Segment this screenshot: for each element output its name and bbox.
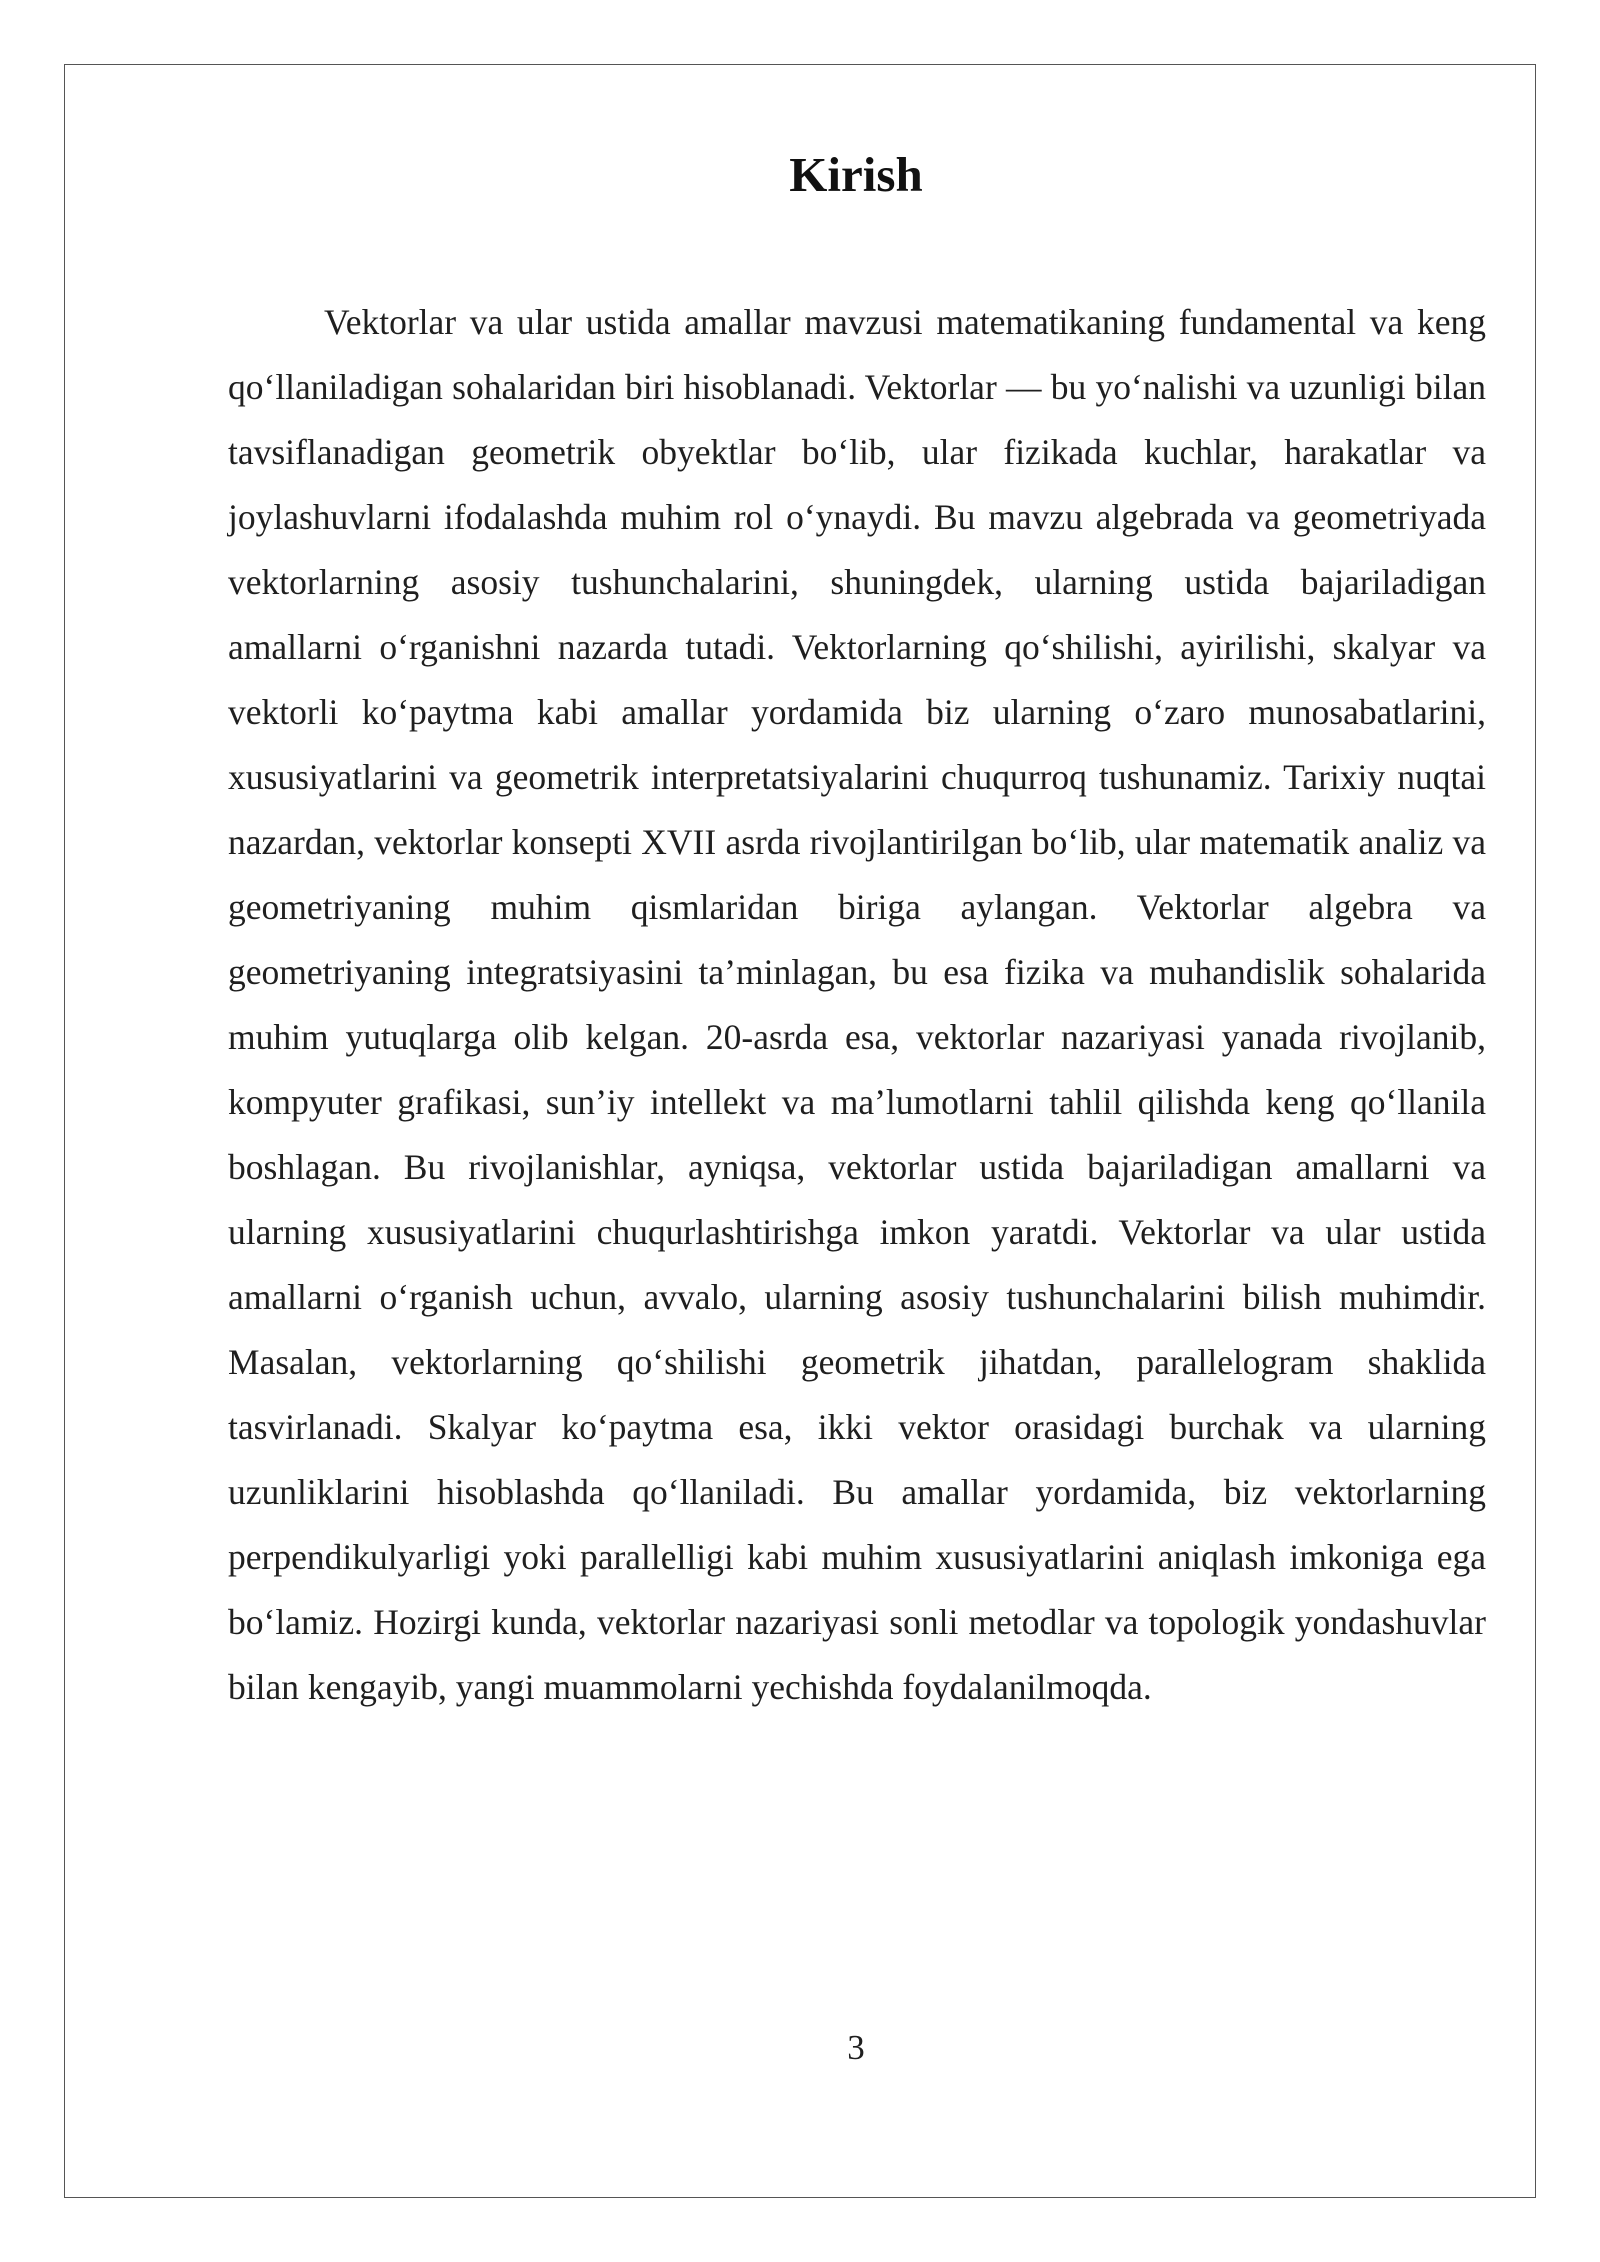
page-number: 3 (847, 2028, 865, 2067)
body-paragraph: Vektorlar va ular ustida amallar mavzusi matematikaning fundamental va keng qo‘llaniladigan sohalaridan biri hisoblanadi. Vektorlar — bu yo‘nalishi va uzunligi bilan tavsiflanadigan geometrik obyektlar bo‘lib, ular fizikada kuchlar, harakatlar va joylashuvlarni ifodalashda muhim rol o‘ynaydi. Bu mavzu algebrada va geometriyada vektorlarning asosiy tushunchalarini, shuningdek, ularning ustida bajariladigan amallarni o‘rganishni nazarda tutadi. Vektorlarning qo‘shilishi, ayirilishi, skalyar va vektorli ko‘paytma kabi amallar yordamida biz ularning o‘zaro munosabatlarini, xususiyatlarini va geometrik interpretatsiyalarini chuqurroq tushunamiz. Tarixiy nuqtai nazardan, vektorlar konsepti XVII asrda rivojlantirilgan bo‘lib, ular matematik analiz va geometriyaning muhim qismlaridan biriga aylangan. Vektorlar algebra va geometriyaning integratsiyasini ta’minlagan, bu esa fizika va muhandislik sohalarida muhim yutuqlarga olib kelgan. 20-asrda esa, vektorlar nazariyasi yanada rivojlanib, kompyuter grafikasi, sun’iy intellekt va ma’lumotlarni tahlil qilishda keng qo‘llanila boshlagan. Bu rivojlanishlar, ayniqsa, vektorlar ustida bajariladigan amallarni va ularning xususiyatlarini chuqurlashtirishga imkon yaratdi. Vektorlar va ular ustida amallarni o‘rganish uchun, avvalo, ularning asosiy tushunchalarini bilish muhimdir. Masalan, vektorlarning qo‘shilishi geometrik jihatdan, parallelogram shaklida tasvirlanadi. Skalyar ko‘paytma esa, ikki vektor orasidagi burchak va ularning uzunliklarini hisoblashda qo‘llaniladi. Bu amallar yordamida, biz vektorlarning perpendikulyarligi yoki parallelligi kabi muhim xususiyatlarini aniqlash imkoniga ega bo‘lamiz. Hozirgi kunda, vektorlar nazariyasi sonli metodlar va topologik yondashuvlar bilan kengayib, yangi muammolarni yechishda foydalanilmoqda. (228, 302, 1486, 1707)
page-title: Kirish (789, 147, 923, 202)
